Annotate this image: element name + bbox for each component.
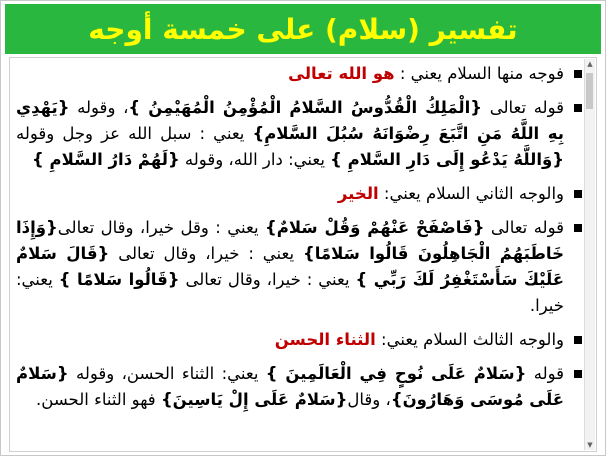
bullet-text: يعني: الثناء الحسن، وقوله [68, 364, 266, 383]
title-bar [5, 4, 601, 54]
bullet-item [16, 181, 582, 207]
bullet-item [16, 61, 582, 87]
bullet-item [16, 361, 582, 413]
vertical-scrollbar[interactable] [584, 59, 595, 450]
bullet-icon [574, 190, 582, 198]
quran-quote: {سَلامٌ عَلَى نُوحٍ فِي الْعَالَمِينَ } [265, 364, 527, 383]
slide-title: تفسير (سلام) على خمسة أوجه [88, 12, 518, 46]
bullet-item [16, 215, 582, 319]
bullet-text: ، وقال [347, 390, 391, 409]
bullet-icon [574, 104, 582, 112]
scroll-up-arrow-icon[interactable]: ▲ [587, 60, 593, 68]
bullet-icon [574, 70, 582, 78]
bullet-text: يعني : وقل خيرا، وقال تعالى [57, 218, 266, 237]
scroll-down-arrow-icon[interactable]: ▼ [587, 441, 593, 449]
quran-quote: {فَاصْفَحْ عَنْهُمْ وَقُلْ سَلامٌ} [265, 218, 485, 237]
text-body [16, 61, 582, 421]
bullet-text: قوله تعالى [484, 218, 564, 237]
bullet-icon [574, 336, 582, 344]
quran-quote: {سَلامٌ عَلَى إِلْ يَاسِينَ} [160, 390, 348, 409]
bullet-text: والوجه الثالث السلام يعني: [375, 330, 564, 349]
highlight-text: الثناء الحسن [274, 330, 376, 349]
bullet-text: فهو الثناء الحسن. [36, 390, 161, 409]
quran-quote: {يَهْدِي بِهِ اللَّهُ مَنِ اتَّبَعَ رِضْوَانَهُ سُبُلَ السَّلامِ} [16, 98, 564, 143]
bullet-text: يعني : سبل الله عز وجل وقوله [16, 124, 253, 143]
quran-quote: {سَلامٌ عَلَى مُوسَى وَهَارُونَ} [16, 364, 564, 409]
scroll-thumb[interactable] [586, 73, 593, 109]
highlight-text: الخير [337, 184, 379, 203]
bullet-text: والوجه الثاني السلام يعني: [378, 184, 564, 203]
quran-quote: {لَهُمْ دَارُ السَّلامِ } [32, 150, 180, 169]
bullet-text: قوله تعالى [482, 98, 564, 117]
bullet-icon [574, 224, 582, 232]
quran-quote: {الْمَلِكُ الْقُدُّوسُ السَّلامُ الْمُؤْمِنُ الْمُهَيْمِنُ } [128, 98, 483, 117]
quran-quote: {وَاللَّهُ يَدْعُو إِلَى دَارِ السَّلامِ } [330, 150, 564, 169]
bullet-text: قوله [526, 364, 565, 383]
bullet-item [16, 327, 582, 353]
quran-quote: {وَإِذَا خَاطَبَهُمُ الْجَاهِلُونَ قَالُوا سَلامًا} [16, 218, 565, 263]
highlight-text: هو الله تعالى [288, 64, 395, 83]
bullet-text: يعني: خيرا. [16, 270, 564, 315]
bullet-text: ، وقوله [69, 98, 129, 117]
bullet-text: يعني : خيرا، وقال تعالى [109, 244, 303, 263]
bullet-text: يعني: دار الله، وقوله [179, 150, 331, 169]
bullet-text: فوجه منها السلام يعني : [394, 64, 564, 83]
quran-quote: {قَالُوا سَلامًا } [58, 270, 180, 289]
bullet-text: يعني : خيرا، وقال تعالى [179, 270, 356, 289]
content-box [9, 57, 597, 452]
bullet-icon [574, 370, 582, 378]
bullet-item [16, 95, 582, 173]
quran-quote: {قَالَ سَلامٌ عَلَيْكَ سَأَسْتَغْفِرُ لَكَ رَبِّي } [16, 244, 564, 289]
